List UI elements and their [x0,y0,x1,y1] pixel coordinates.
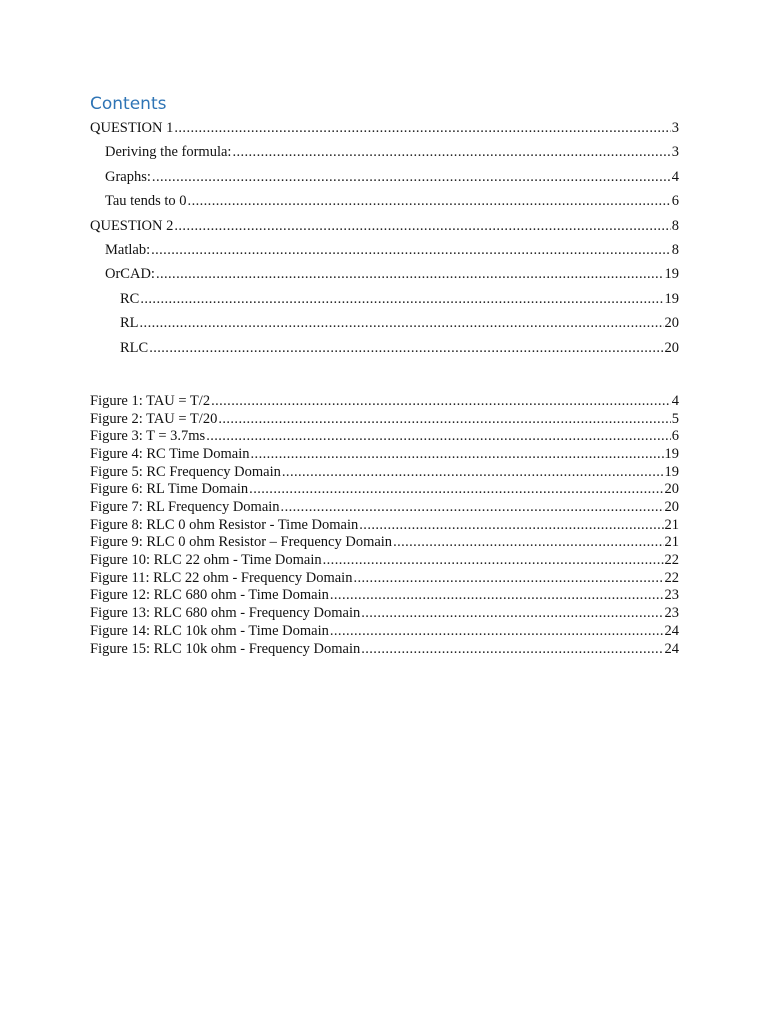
dot-leader [218,411,670,429]
toc-entry-page: 20 [664,315,679,332]
toc-entry[interactable] [90,189,679,213]
figure-entry-page: 22 [664,569,679,586]
dot-leader [152,165,671,189]
toc-entry[interactable] [90,336,679,360]
figure-entry[interactable] [90,499,679,517]
figure-entry-label: Figure 15: RLC 10k ohm - Frequency Domain [90,640,361,657]
toc-entry[interactable] [90,116,679,140]
contents-heading: Contents [90,94,167,114]
figure-entry-label: Figure 4: RC Time Domain [90,445,250,462]
figure-entry-page: 21 [664,516,679,533]
toc-entry-page: 19 [664,290,679,307]
toc-entry-label: Graphs: [105,168,151,185]
figure-entry-page: 23 [664,587,679,604]
toc-entry[interactable] [90,238,679,262]
figure-entry-page: 20 [664,481,679,498]
dot-leader [188,189,671,213]
toc-entry-page: 3 [671,144,679,161]
figure-entry-page: 20 [664,499,679,516]
figure-entry-label: Figure 8: RLC 0 ohm Resistor - Time Domain [90,516,359,533]
toc-entry-page: 6 [671,193,679,210]
dot-leader [361,641,663,659]
dot-leader [353,570,663,588]
table-of-figures [90,393,679,658]
figure-entry[interactable] [90,446,679,464]
dot-leader [206,428,671,446]
figure-entry-label: Figure 14: RLC 10k ohm - Time Domain [90,622,329,639]
dot-leader [156,262,664,286]
figure-entry-page: 21 [664,534,679,551]
figure-entry-page: 24 [664,640,679,657]
toc-entry[interactable] [90,311,679,335]
table-of-contents [90,116,679,360]
dot-leader [359,517,663,535]
figure-entry[interactable] [90,428,679,446]
toc-entry[interactable] [90,214,679,238]
figure-entry-page: 6 [671,428,679,445]
toc-entry-page: 19 [664,266,679,283]
dot-leader [393,534,663,552]
toc-entry-label: RLC [120,339,149,356]
dot-leader [281,499,664,517]
figure-entry-page: 23 [664,605,679,622]
figure-entry[interactable] [90,570,679,588]
figure-entry[interactable] [90,641,679,659]
dot-leader [140,287,663,311]
figure-entry-label: Figure 3: T = 3.7ms [90,428,206,445]
figure-entry-label: Figure 13: RLC 680 ohm - Frequency Domain [90,605,361,622]
dot-leader [251,446,664,464]
figure-entry[interactable] [90,464,679,482]
toc-entry-label: RL [120,315,139,332]
toc-entry[interactable] [90,262,679,286]
figure-entry-label: Figure 5: RC Frequency Domain [90,463,281,480]
dot-leader [174,116,670,140]
toc-entry[interactable] [90,165,679,189]
figure-entry[interactable] [90,623,679,641]
toc-entry-label: Deriving the formula: [105,144,232,161]
toc-entry-page: 8 [671,217,679,234]
figure-entry-page: 24 [664,622,679,639]
dot-leader [323,552,664,570]
toc-entry-label: QUESTION 2 [90,217,174,234]
dot-leader [330,587,664,605]
figure-entry[interactable] [90,411,679,429]
dot-leader [149,336,663,360]
figure-entry[interactable] [90,534,679,552]
dot-leader [249,481,663,499]
figure-entry-page: 5 [671,410,679,427]
figure-entry-page: 19 [664,445,679,462]
figure-entry-page: 22 [664,552,679,569]
dot-leader [232,140,670,164]
figure-entry[interactable] [90,481,679,499]
toc-entry[interactable] [90,287,679,311]
figure-entry-label: Figure 12: RLC 680 ohm - Time Domain [90,587,329,604]
figure-entry-label: Figure 7: RL Frequency Domain [90,499,280,516]
toc-entry-label: RC [120,290,140,307]
toc-entry-page: 8 [671,241,679,258]
figure-entry[interactable] [90,605,679,623]
document-page [90,92,679,658]
figure-entry[interactable] [90,393,679,411]
toc-entry-label: Matlab: [105,241,151,258]
toc-entry-label: OrCAD: [105,266,155,283]
dot-leader [330,623,664,641]
figure-entry-label: Figure 6: RL Time Domain [90,481,249,498]
dot-leader [361,605,663,623]
toc-entry-label: QUESTION 1 [90,120,174,136]
figure-entry[interactable] [90,517,679,535]
toc-entry-page: 3 [671,120,679,136]
figure-entry[interactable] [90,587,679,605]
toc-entry-label: Tau tends to 0 [105,193,187,210]
figure-entry-page: 19 [664,463,679,480]
dot-leader [174,214,670,238]
dot-leader [211,393,671,411]
figure-entry[interactable] [90,552,679,570]
figure-entry-label: Figure 1: TAU = T/2 [90,392,211,409]
dot-leader [282,464,664,482]
figure-entry-label: Figure 2: TAU = T/20 [90,410,218,427]
toc-entry[interactable] [90,140,679,164]
figure-entry-label: Figure 9: RLC 0 ohm Resistor – Frequency Domain [90,534,393,551]
figure-entry-label: Figure 11: RLC 22 ohm - Frequency Domain [90,569,353,586]
toc-entry-page: 20 [664,339,679,356]
figure-entry-label: Figure 10: RLC 22 ohm - Time Domain [90,552,322,569]
dot-leader [151,238,671,262]
toc-entry-page: 4 [671,168,679,185]
dot-leader [140,311,664,335]
figure-entry-page: 4 [671,392,679,409]
